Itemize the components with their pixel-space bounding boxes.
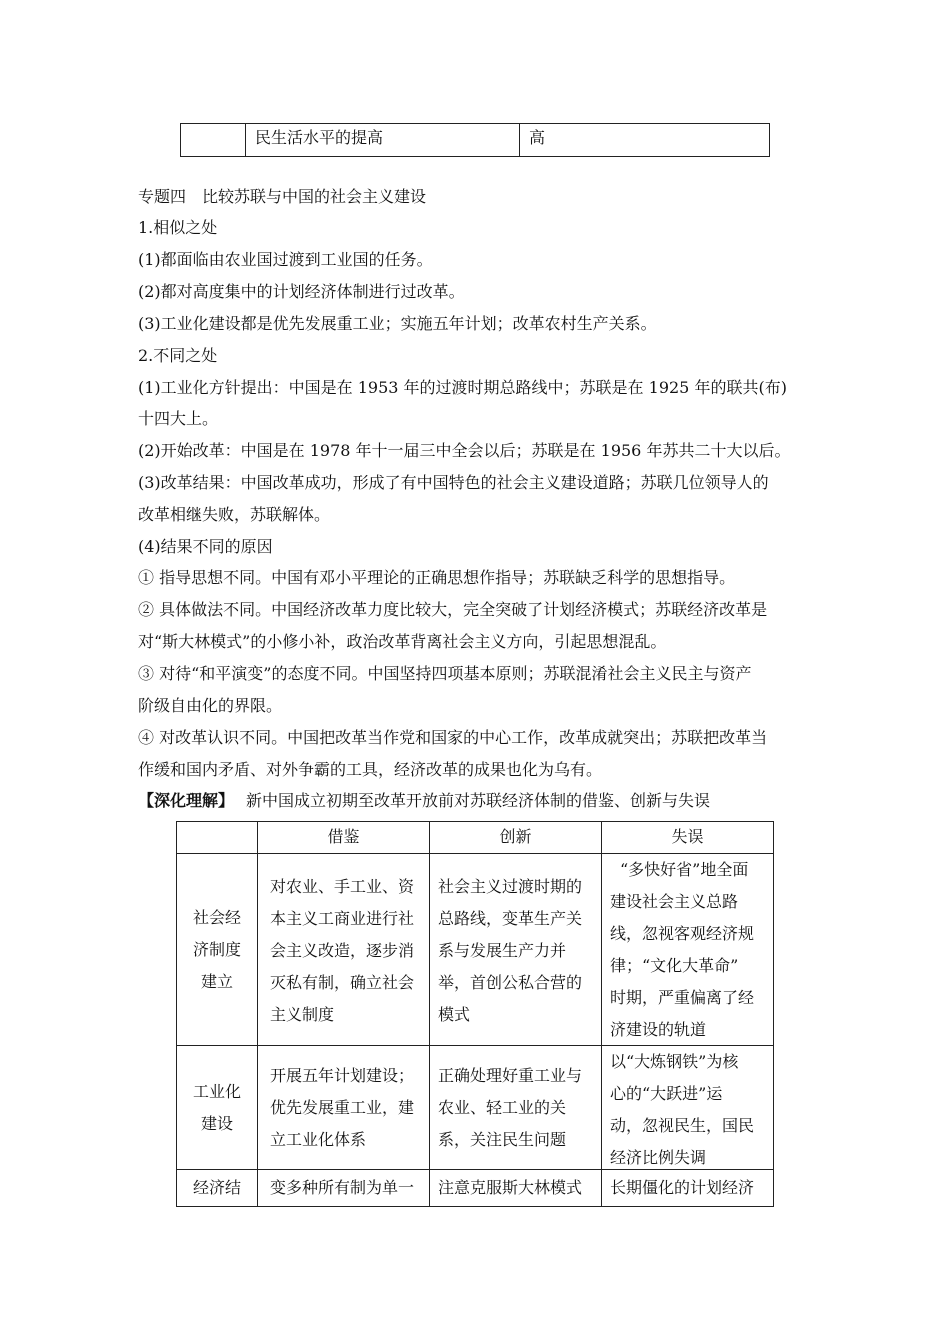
cell-line: “多快好省”地全面 [620, 860, 749, 879]
table-cell: 高 [519, 124, 769, 156]
table-cell [601, 1046, 773, 1169]
deepen-tag: 【深化理解】 [138, 791, 235, 810]
paragraph: (1)都面临由农业国过渡到工业国的任务。 [138, 250, 433, 269]
different-heading: 2.不同之处 [138, 346, 218, 365]
paragraph: (3)工业化建设都是优先发展重工业；实施五年计划；改革农村生产关系。 [138, 314, 657, 333]
cell-line: 系，关注民生问题 [438, 1130, 567, 1149]
paragraph: (2)都对高度集中的计划经济体制进行过改革。 [138, 282, 465, 301]
similar-heading: 1.相似之处 [138, 218, 218, 237]
table-header-cell: 借鉴 [257, 822, 429, 853]
paragraph: (2)开始改革：中国是在 1978 年十一届三中全会以后；苏联是在 1956 年苏共二十大以后。 [138, 441, 791, 460]
row-header: 经济结 [192, 1178, 241, 1197]
cell-line: 建设社会主义总路 [610, 892, 739, 911]
deepen-text: 新中国成立初期至改革开放前对苏联经济体制的借鉴、创新与失误 [246, 791, 711, 810]
cell-line: 优先发展重工业，建 [270, 1098, 415, 1117]
cell-line: 注意克服斯大林模式 [438, 1178, 583, 1197]
paragraph: 十四大上。 [138, 409, 219, 428]
paragraph: 作缓和国内矛盾、对外争霸的工具，经济改革的成果也化为乌有。 [138, 760, 603, 779]
cell-line: 变多种所有制为单一 [270, 1178, 415, 1197]
table-cell [429, 1046, 601, 1169]
table-header-cell: 失误 [601, 822, 773, 853]
table-header-cell [177, 822, 257, 853]
section-title: 专题四 比较苏联与中国的社会主义建设 [138, 187, 427, 206]
cell-line: 开展五年计划建设； [270, 1066, 415, 1085]
cell-line: 线，忽视客观经济规 [610, 924, 755, 943]
table-cell [601, 1170, 773, 1206]
table-cell [257, 1170, 429, 1206]
cell-line: 社会主义过渡时期的 [438, 877, 583, 896]
paragraph: ② 具体做法不同。中国经济改革力度比较大，完全突破了计划经济模式；苏联经济改革是 [138, 600, 768, 619]
cell-line: 农业、轻工业的关 [438, 1098, 567, 1117]
table-row [177, 1170, 773, 1206]
cell-line: 以“大炼钢铁”为核 [610, 1052, 739, 1071]
cell-line: 济建设的轨道 [610, 1020, 707, 1039]
cell-line: 立工业化体系 [270, 1130, 367, 1149]
paragraph: 对“斯大林模式”的小修小补，政治改革背离社会主义方向，引起思想混乱。 [138, 632, 667, 651]
cell-line: 灭私有制，确立社会 [270, 973, 415, 992]
cell-line: 系与发展生产力并 [438, 941, 567, 960]
cell-line: 举，首创公私合营的 [438, 973, 583, 992]
paragraph: (3)改革结果：中国改革成功，形成了有中国特色的社会主义建设道路；苏联几位领导人的 [138, 473, 769, 492]
table-header-cell: 创新 [429, 822, 601, 853]
cell-line: 对农业、手工业、资 [270, 877, 415, 896]
table-cell [181, 124, 245, 156]
cell-line: 会主义改造，逐步消 [270, 941, 415, 960]
cell-line: 长期僵化的计划经济 [610, 1178, 755, 1197]
row-header: 社会经济制度建立 [192, 907, 241, 991]
cell-line: 心的“大跃进”运 [610, 1084, 723, 1103]
table-cell [257, 854, 429, 1045]
paragraph: (4)结果不同的原因 [138, 537, 273, 556]
row-header: 工业化建设 [193, 1081, 242, 1133]
paragraph: 改革相继失败，苏联解体。 [138, 505, 331, 524]
paragraph: (1)工业化方针提出：中国是在 1953 年的过渡时期总路线中；苏联是在 1925 年的联共(布) [138, 378, 787, 397]
cell-line: 经济比例失调 [610, 1148, 707, 1167]
paragraph: ① 指导思想不同。中国有邓小平理论的正确思想作指导；苏联缺乏科学的思想指导。 [138, 568, 736, 587]
row-header-cell [177, 1046, 257, 1169]
table-cell [601, 854, 773, 1045]
cell-line: 本主义工商业进行社 [270, 909, 415, 928]
cell-line: 时期，严重偏离了经 [610, 988, 755, 1007]
table-row [177, 854, 773, 1046]
comparison-table [176, 821, 774, 1207]
paragraph: 阶级自由化的界限。 [138, 696, 283, 715]
deepen-line [138, 790, 818, 812]
cell-line: 律；“文化大革命” [610, 956, 739, 975]
cell-line: 主义制度 [270, 1005, 335, 1024]
table-cell: 民生活水平的提高 [245, 124, 519, 156]
paragraph: ③ 对待“和平演变”的态度不同。中国坚持四项基本原则；苏联混淆社会主义民主与资产 [138, 664, 752, 683]
cell-line: 总路线，变革生产关 [438, 909, 583, 928]
cell-line: 模式 [438, 1005, 471, 1024]
table-row [177, 1046, 773, 1170]
cell-line: 动，忽视民生，国民 [610, 1116, 755, 1135]
table-cell [429, 854, 601, 1045]
row-header-cell [177, 854, 257, 1045]
table-cell [257, 1046, 429, 1169]
table-header-row [177, 822, 773, 854]
cell-line: 正确处理好重工业与 [438, 1066, 583, 1085]
continued-table [180, 123, 770, 157]
row-header-cell [177, 1170, 257, 1206]
paragraph: ④ 对改革认识不同。中国把改革当作党和国家的中心工作，改革成就突出；苏联把改革当 [138, 728, 768, 747]
table-cell [429, 1170, 601, 1206]
